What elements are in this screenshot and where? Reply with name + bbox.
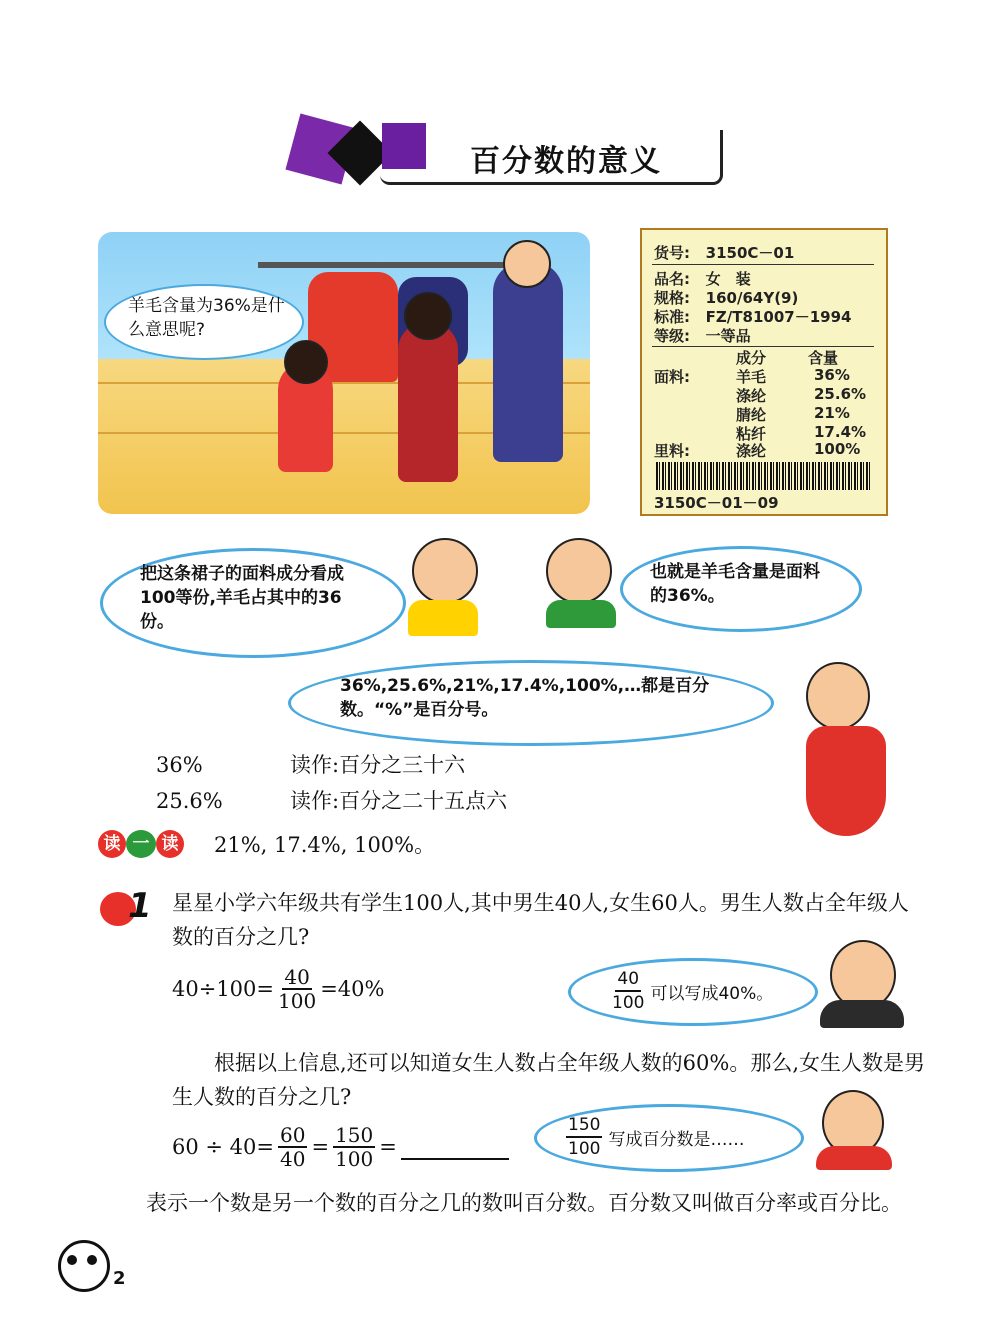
label-row: 标准: FZ/T81007－1994 <box>654 308 852 326</box>
example-question: 星星小学六年级共有学生100人,其中男生40人,女生60人。男生人数占全年级人数的百分之几? <box>172 891 909 949</box>
definition-text: 表示一个数是另一个数的百分之几的数叫百分数。百分数又叫做百分率或百分比。 <box>146 1191 902 1215</box>
fabric-name: 腈纶 <box>736 406 767 424</box>
panda-eye <box>87 1255 97 1265</box>
hint-2: $\frac{150}{100}$ 写成百分数是…… <box>568 1115 745 1159</box>
badge-char: 读 <box>156 830 184 858</box>
woman-head <box>404 292 452 340</box>
boy-speech-text: 也就是羊毛含量是面料的36%。 <box>650 562 820 606</box>
page-title: 百分数的意义 <box>470 144 662 179</box>
eq1-right: =40% <box>320 977 385 1001</box>
teacher-speech-text: 36%,25.6%,21%,17.4%,100%,…都是百分数。“%”是百分号。 <box>340 676 710 720</box>
shop-illustration <box>98 232 590 514</box>
reading-number: 25.6% <box>156 789 223 813</box>
girl-body <box>408 600 478 636</box>
teacher-avatar <box>806 662 870 730</box>
reading-text: 读作:百分之三十六 <box>290 753 466 777</box>
read-aloud-text: 21%, 17.4%, 100%。 <box>214 833 436 857</box>
lining-pct: 100% <box>814 440 861 458</box>
badge-char: 读 <box>98 830 126 858</box>
girl-head <box>284 340 328 384</box>
lining-label: 里料: <box>654 442 690 460</box>
man-body <box>820 1000 904 1028</box>
page-number: 2 <box>113 1268 126 1289</box>
lining-name: 涤纶 <box>736 442 767 460</box>
fabric-name: 粘纤 <box>736 425 767 443</box>
fabric-pct: 36% <box>814 366 850 384</box>
eq1-left: 40÷100= <box>172 977 274 1001</box>
example-paragraph: 根据以上信息,还可以知道女生人数占全年级人数的60%。那么,女生人数是男生人数的百分之几? <box>172 1051 926 1109</box>
fabric-label: 面料: <box>654 368 690 386</box>
fraction: $\frac{40}{100}$ <box>612 969 645 1013</box>
fabric-name: 羊毛 <box>736 368 767 386</box>
girl-avatar <box>412 538 478 604</box>
boy-avatar <box>546 538 612 604</box>
hint-1: $\frac{40}{100}$ 可以写成40%。 <box>612 969 774 1013</box>
example-number: 1 <box>128 886 152 926</box>
fabric-pct: 25.6% <box>814 385 867 403</box>
label-row: 规格: 160/64Y(9) <box>654 289 799 307</box>
fraction: $\frac{150}{100}$ <box>335 1123 374 1171</box>
panda-icon <box>58 1240 110 1292</box>
clothing-label-card <box>640 228 888 516</box>
table-header: 含量 <box>808 349 839 367</box>
shop-assistant-figure <box>493 262 563 462</box>
barcode-number: 3150C－01－09 <box>654 494 779 512</box>
label-row: 等级: 一等品 <box>654 327 751 345</box>
scene-bubble-text: 羊毛含量为36%是什么意思呢? <box>128 296 285 340</box>
read-aloud-badge <box>98 830 190 860</box>
eq2-left: 60 ÷ 40= <box>172 1135 274 1159</box>
badge-char: 一 <box>126 830 156 858</box>
barcode <box>656 462 872 490</box>
answer-blank[interactable] <box>401 1134 509 1160</box>
fraction: $\frac{150}{100}$ <box>568 1115 601 1159</box>
label-row: 货号: 3150C－01 <box>654 244 795 262</box>
teacher-body <box>806 726 886 836</box>
example-badge <box>100 888 156 928</box>
table-header: 成分 <box>736 349 767 367</box>
fraction: $\frac{60}{40}$ <box>280 1123 306 1171</box>
panda-eye <box>67 1255 77 1265</box>
fabric-pct: 17.4% <box>814 423 867 441</box>
woman-body <box>816 1146 892 1170</box>
clothes-rack <box>258 262 518 268</box>
divider <box>652 264 874 265</box>
reading-text: 读作:百分之二十五点六 <box>290 789 508 813</box>
boy-body <box>546 600 616 628</box>
fabric-pct: 21% <box>814 404 850 422</box>
assistant-face <box>503 240 551 288</box>
woman-figure <box>398 322 458 482</box>
fraction: $\frac{40}{100}$ <box>278 965 317 1013</box>
equation-2: 60 ÷ 40= $\frac{60}{40}$ = $\frac{150}{100}$ = <box>172 1124 509 1170</box>
equation-1 <box>172 966 384 1012</box>
girl-speech-text: 把这条裙子的面料成分看成100等份,羊毛占其中的36份。 <box>140 564 344 632</box>
label-row: 品名: 女 装 <box>654 270 751 288</box>
fabric-name: 涤纶 <box>736 387 767 405</box>
reading-number: 36% <box>156 753 203 777</box>
